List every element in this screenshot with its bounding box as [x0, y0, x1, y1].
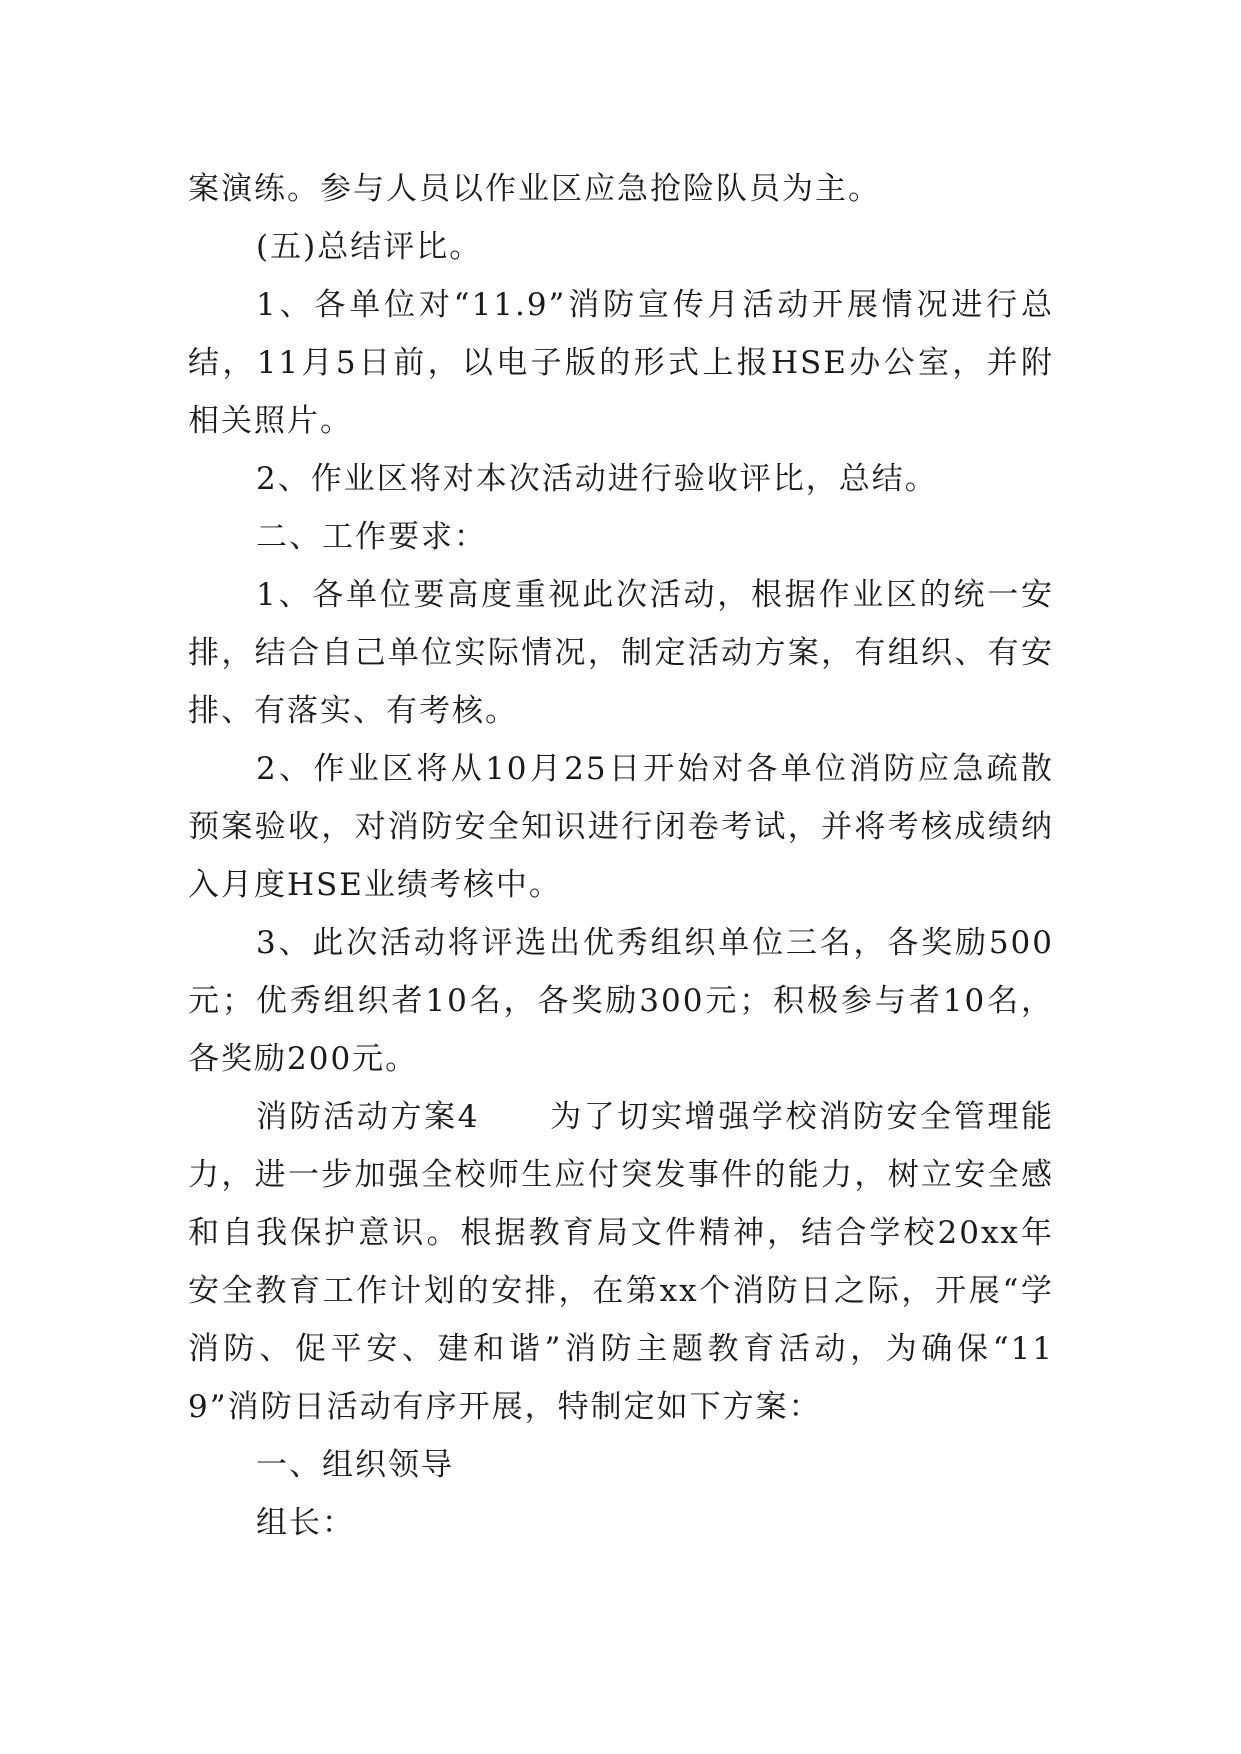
paragraph-drill-participants: 案演练。参与人员以作业区应急抢险队员为主。 — [188, 171, 881, 207]
paragraph-requirement-2: 2、作业区将从10月25日开始对各单位消防应急疏散预案验收，对消防安全知识进行闭卷考试，并将考核成绩纳入月度HSE业绩考核中。 — [188, 751, 1054, 903]
paragraph-requirement-1: 1、各单位要高度重视此次活动，根据作业区的统一安排，结合自己单位实际情况，制定活动方案，有组织、有安排、有落实、有考核。 — [188, 577, 1054, 729]
paragraph-summary-report: 1、各单位对“11.9”消防宣传月活动开展情况进行总结，11月5日前，以电子版的形式上报HSE办公室，并附相关照片。 — [188, 287, 1054, 439]
heading-organization-leadership: 一、组织领导 — [256, 1447, 454, 1483]
plan-4-body: 为了切实增强学校消防安全管理能力，进一步加强全校师生应付突发事件的能力，树立安全感和自我保护意识。根据教育局文件精神，结合学校20xx年安全教育工作计划的安排，在第xx个消防日之际，开展“学消防、促平安、建和谐”消防主题教育活动，为确保“119”消防日活动有序开展，特制定如下方案： — [188, 1099, 1054, 1425]
label-team-leader: 组长： — [256, 1505, 355, 1541]
document-page — [188, 160, 1054, 1552]
plan-4-heading: 消防活动方案4 — [256, 1099, 480, 1135]
heading-work-requirements: 二、工作要求： — [256, 519, 487, 555]
paragraph-plan-4 — [188, 1088, 1054, 1436]
paragraph-acceptance-evaluation: 2、作业区将对本次活动进行验收评比，总结。 — [256, 461, 938, 497]
heading-summary-evaluation: (五)总结评比。 — [256, 229, 483, 265]
paragraph-requirement-3: 3、此次活动将评选出优秀组织单位三名，各奖励500元；优秀组织者10名，各奖励300元；积极参与者10名，各奖励200元。 — [188, 925, 1054, 1077]
